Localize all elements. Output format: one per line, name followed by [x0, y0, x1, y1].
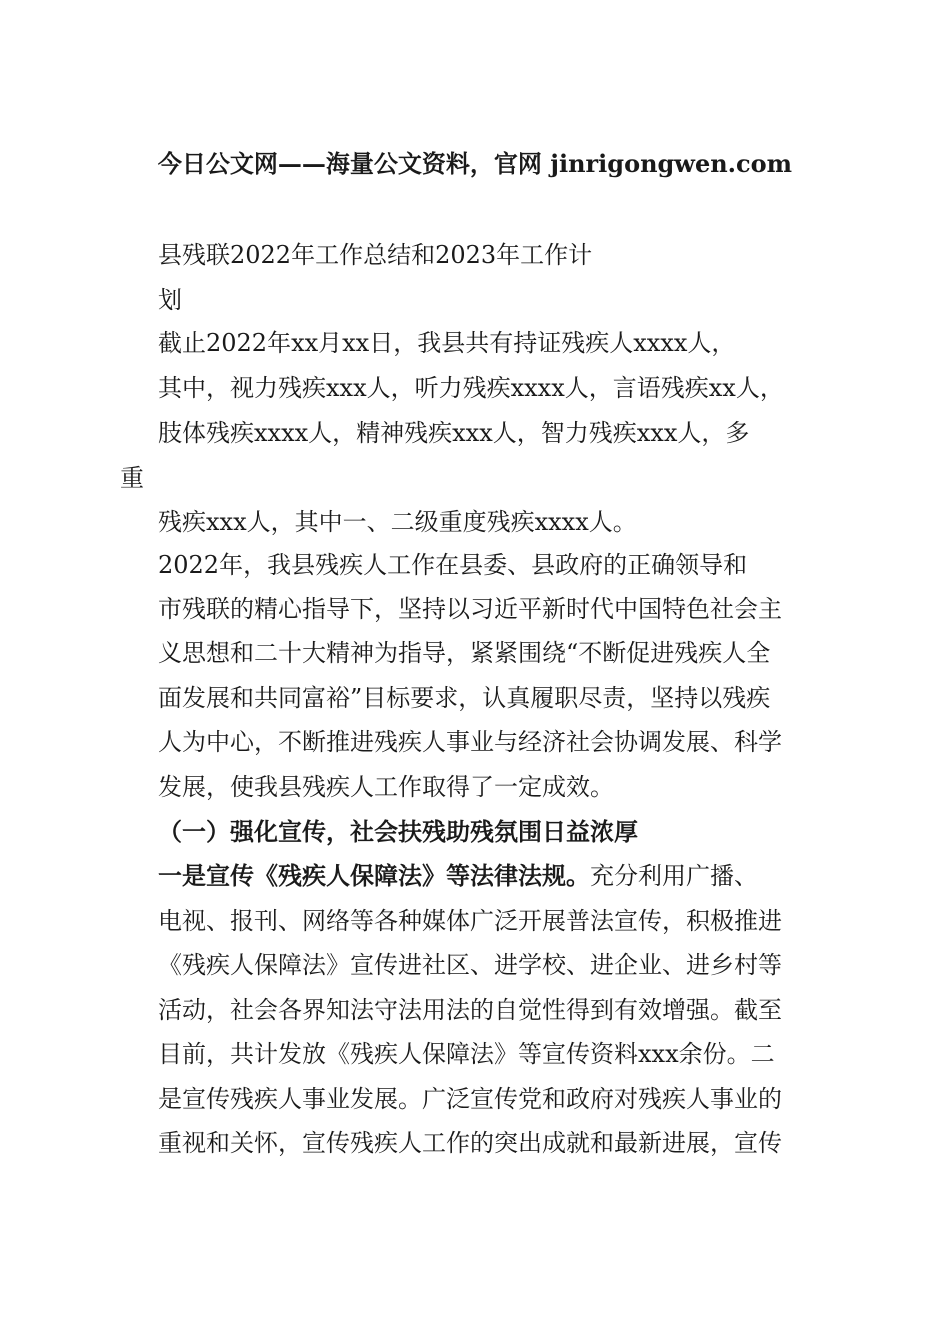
paragraph-line: 目前，共计发放《残疾人保障法》等宣传资料xxx余份。二 — [158, 1040, 775, 1068]
paragraph-line: 截止2022年xx月xx日，我县共有持证残疾人xxxx人， — [158, 329, 736, 357]
doc-title-line-1: 县残联2022年工作总结和2023年工作计 — [158, 241, 593, 269]
section-lead-rest: 充分利用广播、 — [590, 862, 758, 890]
section-lead-bold: 一是宣传《残疾人保障法》等法律法规。 — [158, 861, 590, 890]
paragraph-line: 重 — [120, 464, 144, 492]
paragraph-line: 其中，视力残疾xxx人，听力残疾xxxx人，言语残疾xx人， — [158, 374, 784, 402]
paragraph-line: 肢体残疾xxxx人，精神残疾xxx人，智力残疾xxx人，多 — [158, 419, 750, 447]
section-heading: （一）强化宣传，社会扶残助残氛围日益浓厚 — [158, 817, 638, 846]
site-banner: 今日公文网——海量公文资料，官网 jinrigongwen.com — [157, 149, 793, 178]
paragraph-line: 人为中心，不断推进残疾人事业与经济社会协调发展、科学 — [158, 728, 782, 756]
paragraph-line: 义思想和二十大精神为指导，紧紧围绕“不断促进残疾人全 — [158, 639, 771, 667]
paragraph-line: 电视、报刊、网络等各种媒体广泛开展普法宣传，积极推进 — [158, 907, 782, 935]
paragraph-line: 残疾xxx人，其中一、二级重度残疾xxxx人。 — [158, 508, 637, 536]
paragraph-line: 《残疾人保障法》宣传进社区、进学校、进企业、进乡村等 — [158, 951, 782, 979]
paragraph-line: 发展，使我县残疾人工作取得了一定成效。 — [158, 773, 614, 801]
paragraph-line: 2022年，我县残疾人工作在县委、县政府的正确领导和 — [158, 551, 748, 579]
paragraph-line: 是宣传残疾人事业发展。广泛宣传党和政府对残疾人事业的 — [158, 1085, 782, 1113]
paragraph-line: 市残联的精心指导下，坚持以习近平新时代中国特色社会主 — [158, 595, 782, 623]
paragraph-line: 重视和关怀，宣传残疾人工作的突出成就和最新进展，宣传 — [158, 1129, 782, 1157]
paragraph-line: 活动，社会各界知法守法用法的自觉性得到有效增强。截至 — [158, 996, 782, 1024]
paragraph-line: 面发展和共同富裕”目标要求，认真履职尽责，坚持以残疾 — [158, 684, 771, 712]
section-lead-line — [158, 861, 758, 890]
doc-title-line-2: 划 — [158, 286, 182, 314]
